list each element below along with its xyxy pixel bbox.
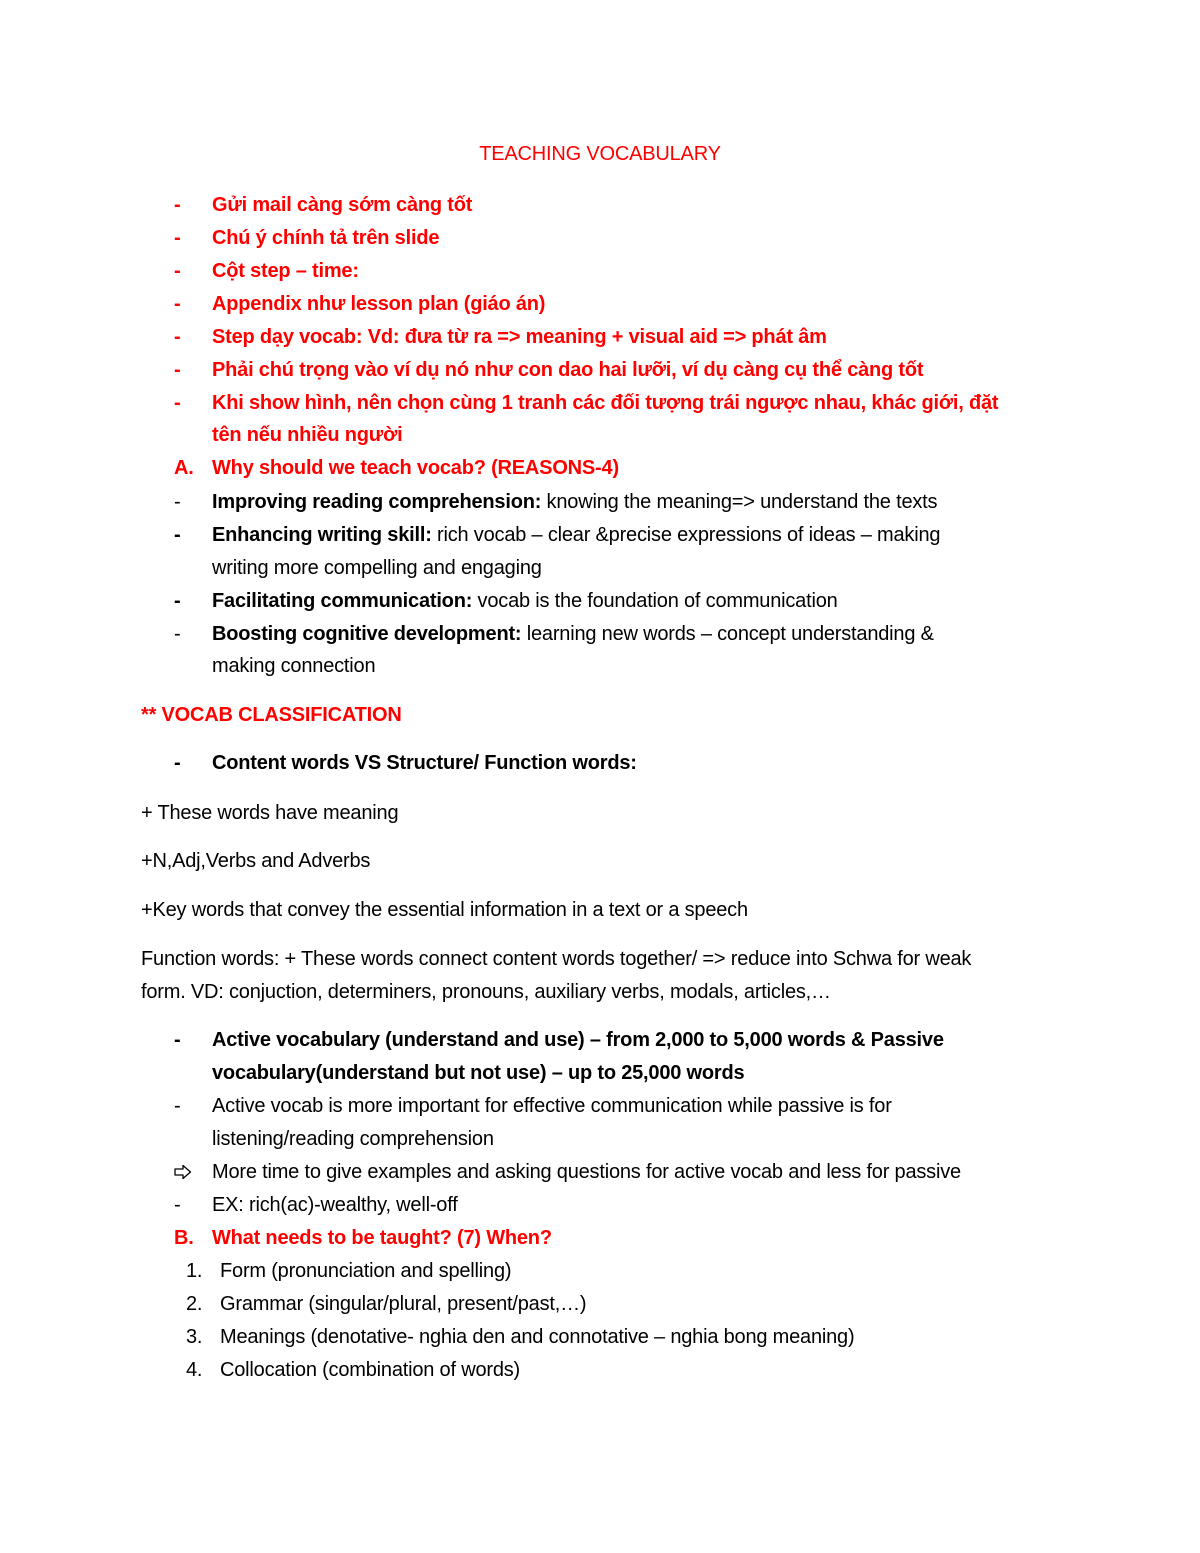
reason-term: Improving reading comprehension: [212,491,542,513]
bullet-dash: - [174,1029,181,1051]
item-number: 3. [186,1326,203,1348]
reason-term: Facilitating communication: [212,590,473,612]
bullet-dash: - [174,491,181,513]
bullet-dash: - [174,260,181,282]
bullet-dash: - [174,590,181,612]
bullet-dash: - [174,194,181,216]
item-number: 2. [186,1293,203,1315]
section-marker: A. [174,457,194,479]
item-number: 1. [186,1260,203,1282]
bullet-dash: - [174,392,181,414]
reason-desc: rich vocab – clear &precise expressions of ideas – making [431,524,941,546]
bullet-dash: - [174,359,181,381]
bullet-dash: - [174,326,181,348]
bullet-dash: - [174,1194,181,1216]
reason-desc: learning new words – concept understanding & [521,623,934,645]
section-marker: B. [174,1227,194,1249]
reason-desc: knowing the meaning=> understand the texts [541,491,938,513]
bullet-dash: - [174,752,181,774]
page-title: TEACHING VOCABULARY [479,143,721,165]
bullet-dash: - [174,227,181,249]
bullet-dash: - [174,524,181,546]
bullet-dash: - [174,623,181,645]
document-page: TEACHING VOCABULARY - Gửi mail càng sớm càng tốt - Chú ý chính tả trên slide - Cột step – time: - Appendix như lesson plan (giáo án) - Step dạy vocab: Vd: đưa từ ra => meaning + visual aid => phát âm - Phải chú trọng vào ví dụ nó như con dao hai lưỡi, ví dụ càng cụ thể càng tốt - Khi show hình, nên chọn cùng 1 tranh các đối tượng trái ngược nhau, khác giới, đặt tên nếu nhiều người A. Why should we teach vocab? (REASONS-4) - Improving reading comprehension: knowing the meaning=> understand the texts - Enhancing writing skill: rich vocab – clear &precise expressions of ideas – making writing more compelling and engaging - Facilitating communication: vocab is the foundation of communication - Boosting cognitive development: learning new words – concept understanding & making connection ** VOCAB CLASSIFICATION - Content words VS Structure/ Function words: + These words have meaning +N,Adj,Verbs and Adverbs +Key words that convey the essential information in a text or a speech Function words: + These words connect content words together/ => reduce into Schwa for weak form. VD: conjuction, determiners, pronouns, auxiliary verbs, modals, articles,… - Active vocabulary (understand and use) – from 2,000 to 5,000 words & Passive vocabulary(understand but not use) – up to 25,000 words - Active vocab is more important for effective communication while passive is for listening/reading comprehension More time to give examples and asking questions for active vocab and less for passive - EX: rich(ac)-wealthy, well-off B. What needs to be taught? (7) When? 1. Form (pronunciation and spelling) 2. Grammar (singular/plural, present/past,…) 3. Meanings (denotative- nghia den and connotative – nghia bong meaning) 4. Collocation (combination of words) [0,0,1200,1553]
reason-term: Boosting cognitive development: [212,623,522,645]
bullet-dash: - [174,1095,181,1117]
reason-term: Enhancing writing skill: [212,524,432,546]
item-number: 4. [186,1359,203,1381]
arrow-right-icon [174,1164,192,1180]
bullet-dash: - [174,293,181,315]
reason-desc: vocab is the foundation of communication [472,590,838,612]
